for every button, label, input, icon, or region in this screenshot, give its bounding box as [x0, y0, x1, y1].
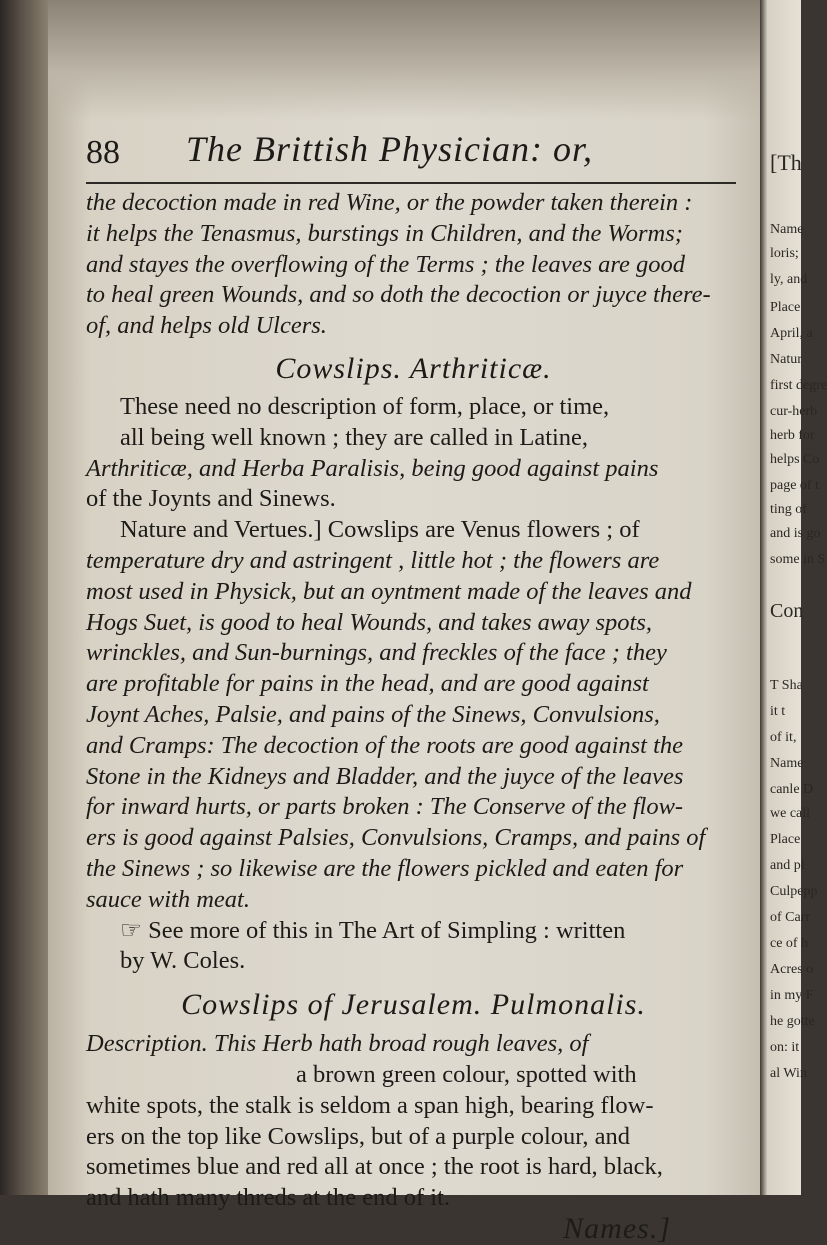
section-heading: Cowslips of Jerusalem. Pulmonalis.	[181, 988, 646, 1022]
margin-fragment: and pl	[770, 858, 805, 873]
text-line: are profitable for pains in the head, and are good against	[86, 670, 649, 698]
book-page	[48, 0, 760, 1245]
margin-fragment: April, a	[770, 326, 813, 341]
adjacent-page-edge	[760, 0, 827, 1195]
text-line: most used in Physick, but an oyntment made of the leaves and	[86, 577, 692, 605]
margin-fragment: helps Co	[770, 452, 820, 467]
text-body	[86, 188, 741, 1245]
margin-fragment: loris;	[770, 246, 799, 261]
header-rule	[86, 182, 736, 184]
margin-fragment: Place	[770, 832, 801, 847]
margin-fragment: T Sha	[770, 678, 803, 693]
text-line: Stone in the Kidneys and Bladder, and the juyce of the leaves	[86, 762, 684, 790]
text-line: white spots, the stalk is seldom a span high, bearing flow-	[86, 1091, 654, 1119]
text-line: the Sinews ; so likewise are the flowers pickled and eaten for	[86, 854, 684, 882]
margin-fragment: Natur	[770, 352, 802, 367]
text-line: temperature dry and astringent , little hot ; the flowers are	[86, 546, 660, 574]
text-line: ers on the top like Cowslips, but of a purple colour, and	[86, 1122, 631, 1150]
margin-fragment: we call	[770, 806, 811, 821]
text-line: sauce with meat.	[86, 885, 250, 913]
margin-fragment: Con	[770, 600, 804, 622]
text-line: ☞ See more of this in The Art of Simpling : written	[120, 916, 626, 944]
text-line: Description. This Herb hath broad rough leaves, of	[86, 1030, 589, 1058]
text-line: and hath many threds at the end of it.	[86, 1184, 450, 1212]
page-shadow	[48, 0, 760, 120]
section-heading: Cowslips. Arthriticæ.	[275, 351, 552, 385]
page-header	[86, 128, 746, 176]
text-line: ers is good against Palsies, Convulsions, Cramps, and pains of	[86, 824, 706, 852]
text-line: Arthriticæ, and Herba Paralisis, being good against pains	[86, 454, 659, 482]
text-line: wrinckles, and Sun-burnings, and freckles of the face ; they	[86, 639, 667, 667]
text-line: it helps the Tenasmus, burstings in Children, and the Worms;	[86, 219, 683, 247]
text-line: of, and helps old Ulcers.	[86, 312, 327, 340]
margin-fragment: herb for	[770, 428, 815, 443]
margin-fragment: [Th	[770, 150, 802, 175]
text-line: and Cramps: The decoction of the roots are good against the	[86, 731, 684, 759]
text-line: and stayes the overflowing of the Terms ; the leaves are good	[86, 250, 686, 278]
text-line: for inward hurts, or parts broken : The Conserve of the flow-	[86, 793, 684, 821]
text-line: to heal green Wounds, and so doth the decoction or juyce there-	[86, 281, 711, 309]
margin-fragment: it t	[770, 704, 786, 719]
margin-fragment: Name	[770, 222, 804, 237]
text-line: all being well known ; they are called in Latine,	[120, 423, 589, 451]
catchword: Names.]	[563, 1211, 671, 1245]
text-line: Joynt Aches, Palsie, and pains of the Sinews, Convulsions,	[86, 700, 660, 728]
margin-fragment: ly, and	[770, 272, 808, 287]
text-line: of the Joynts and Sinews.	[86, 485, 336, 513]
margin-fragment: ting of	[770, 502, 807, 517]
book-gutter	[0, 0, 48, 1195]
text-line: the decoction made in red Wine, or the powder taken therein :	[86, 189, 693, 216]
text-line: These need no description of form, place, or time,	[120, 392, 610, 420]
text-line: Hogs Suet, is good to heal Wounds, and takes away spots,	[86, 608, 652, 636]
margin-fragment: ce of h	[770, 936, 809, 951]
page-number: 88	[86, 134, 120, 171]
margin-fragment: and is go	[770, 526, 821, 541]
margin-fragment: Place	[770, 300, 801, 315]
text-line: Nature and Vertues.] Cowslips are Venus flowers ; of	[120, 516, 640, 544]
running-head: The Brittish Physician: or,	[186, 129, 593, 169]
margin-fragment: Acres o	[770, 962, 814, 977]
margin-fragment: Culpepp	[770, 884, 818, 899]
margin-fragment: he gotte	[770, 1014, 815, 1029]
margin-fragment: al Win	[770, 1066, 807, 1081]
text-line: by W. Coles.	[120, 947, 246, 975]
text-line: a brown green colour, spotted with	[296, 1060, 637, 1088]
margin-fragment: first degre	[770, 378, 827, 393]
margin-fragment: of it,	[770, 730, 797, 745]
margin-fragment: canle D	[770, 782, 814, 797]
text-line: sometimes blue and red all at once ; the root is hard, black,	[86, 1153, 663, 1181]
margin-fragment: cur-herb	[770, 404, 818, 419]
margin-fragment: page of t	[770, 478, 819, 493]
margin-fragment: Name	[770, 756, 804, 771]
margin-fragment: of Carr	[770, 910, 811, 925]
margin-fragment: in my F	[770, 988, 814, 1003]
margin-fragment: on: it	[770, 1040, 800, 1055]
margin-fragment: some in S	[770, 552, 826, 567]
